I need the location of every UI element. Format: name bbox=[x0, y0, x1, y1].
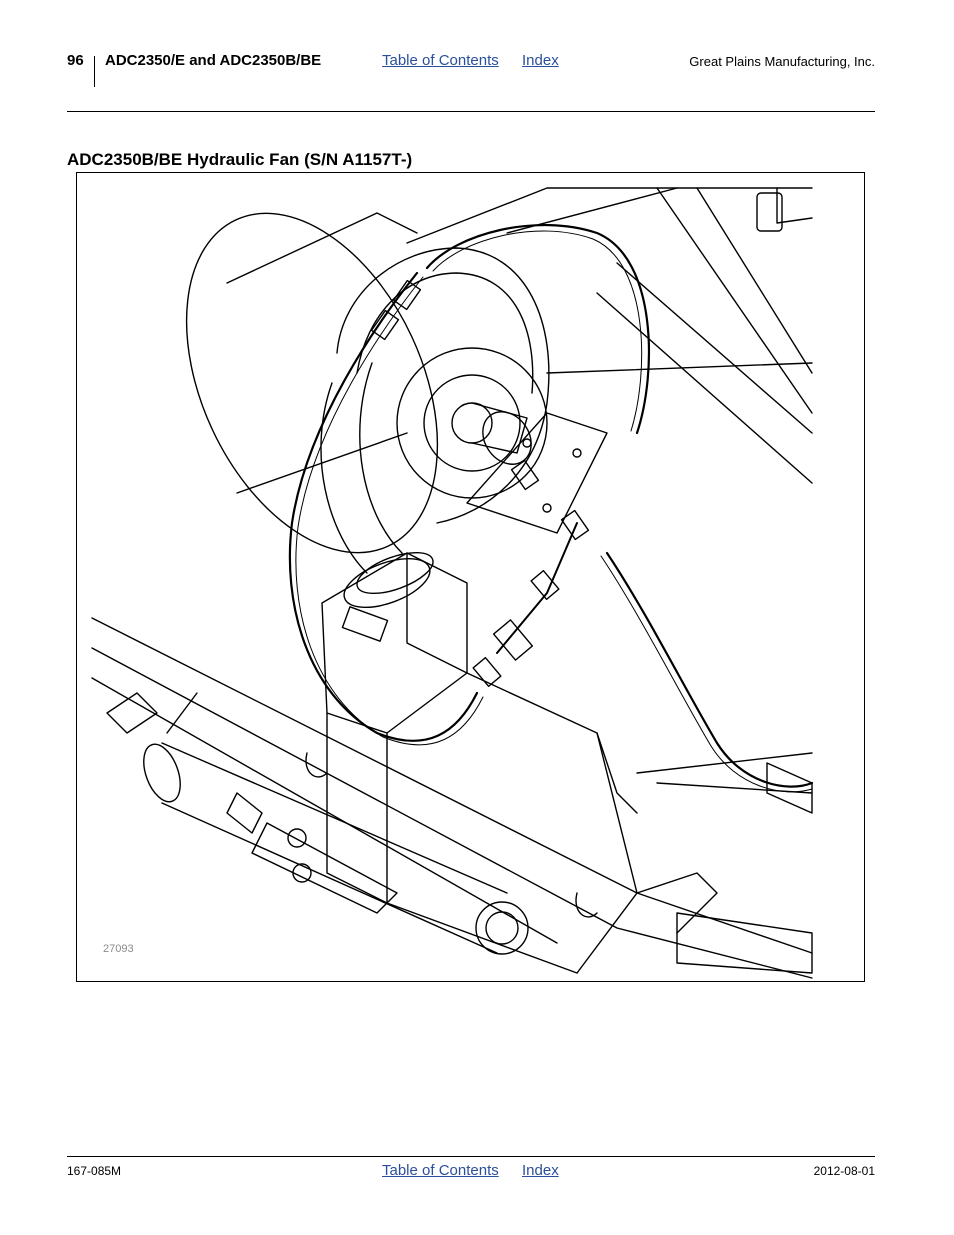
header-divider bbox=[94, 56, 95, 87]
header-rule bbox=[67, 111, 875, 112]
company-name: Great Plains Manufacturing, Inc. bbox=[689, 54, 875, 69]
footer-table-of-contents-link[interactable]: Table of Contents bbox=[382, 1162, 499, 1179]
document-number: 167-085M bbox=[67, 1164, 122, 1178]
header-index-link[interactable]: Index bbox=[522, 52, 559, 69]
page-number: 96 bbox=[67, 52, 84, 69]
figure-frame bbox=[76, 172, 865, 982]
footer-rule bbox=[67, 1156, 875, 1157]
section-title: ADC2350B/BE Hydraulic Fan (S/N A1157T-) bbox=[67, 150, 413, 169]
footer-index-link[interactable]: Index bbox=[522, 1162, 559, 1179]
publication-date: 2012-08-01 bbox=[813, 1164, 875, 1178]
hydraulic-fan-illustration bbox=[77, 173, 865, 982]
manual-title: ADC2350/E and ADC2350B/BE bbox=[105, 52, 322, 69]
figure-number: 27093 bbox=[103, 943, 134, 955]
header-table-of-contents-link[interactable]: Table of Contents bbox=[382, 52, 499, 69]
